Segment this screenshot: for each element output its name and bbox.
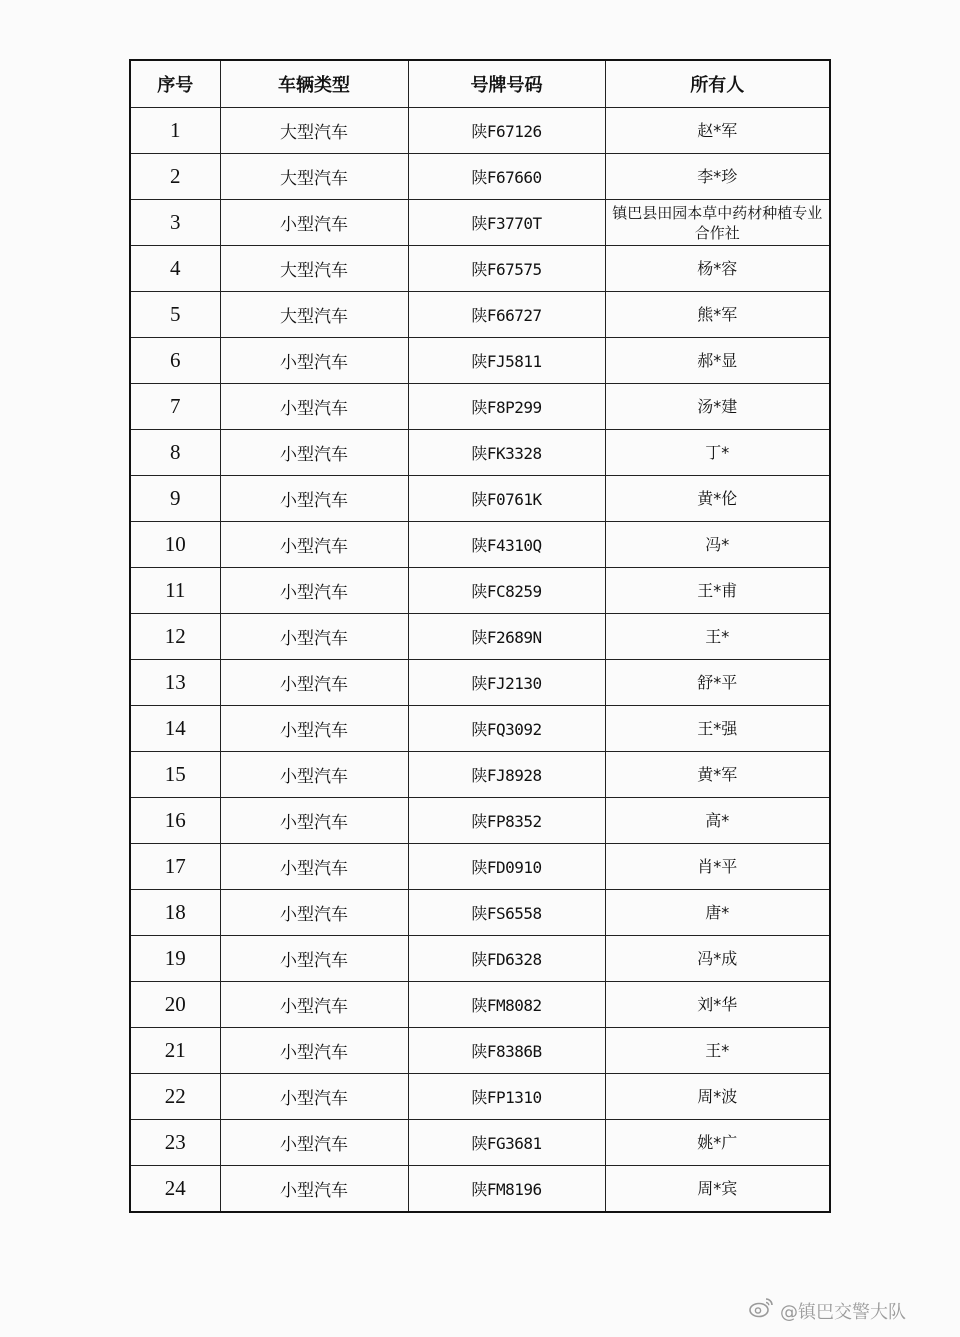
- row-plate-cell: 陕FJ5811: [408, 338, 605, 384]
- header-seq: 序号: [130, 60, 220, 108]
- row-vehicle-type-cell: 小型汽车: [220, 384, 408, 430]
- row-seq-cell: 19: [130, 936, 220, 982]
- row-owner-cell: 丁*: [605, 430, 830, 476]
- row-plate-cell: 陕F66727: [408, 292, 605, 338]
- row-vehicle-type-cell: 小型汽车: [220, 1028, 408, 1074]
- row-plate-cell: 陕FD6328: [408, 936, 605, 982]
- table-row: [130, 568, 830, 614]
- row-vehicle-type-cell: 小型汽车: [220, 522, 408, 568]
- table-row: [130, 384, 830, 430]
- row-plate-cell: 陕FQ3092: [408, 706, 605, 752]
- row-vehicle-type-cell: 小型汽车: [220, 752, 408, 798]
- row-seq-cell: 20: [130, 982, 220, 1028]
- row-owner-cell: 黄*伦: [605, 476, 830, 522]
- table-row: [130, 292, 830, 338]
- row-plate-cell: 陕FG3681: [408, 1120, 605, 1166]
- row-owner-cell: 王*: [605, 614, 830, 660]
- row-plate-cell: 陕FC8259: [408, 568, 605, 614]
- row-vehicle-type-cell: 小型汽车: [220, 1166, 408, 1213]
- row-owner-cell: 王*强: [605, 706, 830, 752]
- row-plate-cell: 陕F3770T: [408, 200, 605, 246]
- row-seq-cell: 23: [130, 1120, 220, 1166]
- row-plate-cell: 陕FJ2130: [408, 660, 605, 706]
- row-owner-cell: 舒*平: [605, 660, 830, 706]
- row-vehicle-type-cell: 大型汽车: [220, 292, 408, 338]
- row-seq-cell: 1: [130, 108, 220, 154]
- row-vehicle-type-cell: 小型汽车: [220, 1074, 408, 1120]
- row-plate-cell: 陕F0761K: [408, 476, 605, 522]
- row-seq-cell: 14: [130, 706, 220, 752]
- row-owner-cell: 王*: [605, 1028, 830, 1074]
- row-seq-cell: 8: [130, 430, 220, 476]
- table-row: [130, 338, 830, 384]
- row-vehicle-type-cell: 小型汽车: [220, 568, 408, 614]
- table-row: [130, 936, 830, 982]
- row-seq-cell: 17: [130, 844, 220, 890]
- row-vehicle-type-cell: 大型汽车: [220, 246, 408, 292]
- table-row: [130, 1120, 830, 1166]
- table-row: [130, 890, 830, 936]
- row-seq-cell: 13: [130, 660, 220, 706]
- row-seq-cell: 4: [130, 246, 220, 292]
- header-plate: 号牌号码: [408, 60, 605, 108]
- table-row: [130, 246, 830, 292]
- row-plate-cell: 陕FP1310: [408, 1074, 605, 1120]
- row-owner-cell: 黄*军: [605, 752, 830, 798]
- row-seq-cell: 9: [130, 476, 220, 522]
- row-owner-cell: 唐*: [605, 890, 830, 936]
- table-row: [130, 660, 830, 706]
- row-owner-cell: 汤*建: [605, 384, 830, 430]
- row-seq-cell: 5: [130, 292, 220, 338]
- row-owner-cell: 冯*: [605, 522, 830, 568]
- watermark-text: @镇巴交警大队: [780, 1302, 906, 1323]
- row-seq-cell: 2: [130, 154, 220, 200]
- table-row: [130, 154, 830, 200]
- table-row: [130, 1166, 830, 1213]
- row-seq-cell: 7: [130, 384, 220, 430]
- row-vehicle-type-cell: 小型汽车: [220, 200, 408, 246]
- header-vehicle-type: 车辆类型: [220, 60, 408, 108]
- row-seq-cell: 15: [130, 752, 220, 798]
- row-vehicle-type-cell: 小型汽车: [220, 1120, 408, 1166]
- row-plate-cell: 陕FS6558: [408, 890, 605, 936]
- row-owner-cell: 郝*显: [605, 338, 830, 384]
- row-seq-cell: 18: [130, 890, 220, 936]
- row-plate-cell: 陕F67575: [408, 246, 605, 292]
- row-vehicle-type-cell: 小型汽车: [220, 890, 408, 936]
- row-owner-cell: 李*珍: [605, 154, 830, 200]
- row-plate-cell: 陕F8P299: [408, 384, 605, 430]
- row-owner-cell: 熊*军: [605, 292, 830, 338]
- row-owner-cell: 刘*华: [605, 982, 830, 1028]
- table-row: [130, 752, 830, 798]
- row-plate-cell: 陕FM8196: [408, 1166, 605, 1213]
- table-row: [130, 1028, 830, 1074]
- row-owner-cell: 镇巴县田园本草中药材种植专业合作社: [605, 200, 830, 246]
- row-vehicle-type-cell: 小型汽车: [220, 338, 408, 384]
- table-row: [130, 798, 830, 844]
- row-plate-cell: 陕FD0910: [408, 844, 605, 890]
- row-seq-cell: 11: [130, 568, 220, 614]
- row-seq-cell: 24: [130, 1166, 220, 1213]
- row-owner-cell: 姚*广: [605, 1120, 830, 1166]
- row-plate-cell: 陕FM8082: [408, 982, 605, 1028]
- row-plate-cell: 陕F67126: [408, 108, 605, 154]
- row-vehicle-type-cell: 大型汽车: [220, 154, 408, 200]
- table-row: [130, 200, 830, 246]
- row-vehicle-type-cell: 小型汽车: [220, 706, 408, 752]
- row-vehicle-type-cell: 小型汽车: [220, 614, 408, 660]
- row-vehicle-type-cell: 小型汽车: [220, 982, 408, 1028]
- table-header-row: [130, 60, 830, 108]
- row-owner-cell: 杨*容: [605, 246, 830, 292]
- header-owner: 所有人: [605, 60, 830, 108]
- row-vehicle-type-cell: 小型汽车: [220, 476, 408, 522]
- row-seq-cell: 3: [130, 200, 220, 246]
- row-plate-cell: 陕FJ8928: [408, 752, 605, 798]
- table-row: [130, 706, 830, 752]
- row-seq-cell: 6: [130, 338, 220, 384]
- table-row: [130, 430, 830, 476]
- row-seq-cell: 22: [130, 1074, 220, 1120]
- table-row: [130, 1074, 830, 1120]
- row-vehicle-type-cell: 小型汽车: [220, 660, 408, 706]
- weibo-icon: [748, 1296, 774, 1318]
- row-seq-cell: 21: [130, 1028, 220, 1074]
- row-owner-cell: 王*甫: [605, 568, 830, 614]
- row-plate-cell: 陕F4310Q: [408, 522, 605, 568]
- row-owner-cell: 赵*军: [605, 108, 830, 154]
- row-vehicle-type-cell: 小型汽车: [220, 936, 408, 982]
- row-seq-cell: 10: [130, 522, 220, 568]
- row-plate-cell: 陕F2689N: [408, 614, 605, 660]
- table-row: [130, 108, 830, 154]
- row-owner-cell: 周*宾: [605, 1166, 830, 1213]
- table-row: [130, 844, 830, 890]
- row-plate-cell: 陕FK3328: [408, 430, 605, 476]
- row-owner-cell: 肖*平: [605, 844, 830, 890]
- row-owner-cell: 冯*成: [605, 936, 830, 982]
- table-body: [130, 108, 830, 1213]
- table-row: [130, 476, 830, 522]
- row-seq-cell: 16: [130, 798, 220, 844]
- row-vehicle-type-cell: 小型汽车: [220, 430, 408, 476]
- row-owner-cell: 高*: [605, 798, 830, 844]
- row-plate-cell: 陕F67660: [408, 154, 605, 200]
- row-plate-cell: 陕F8386B: [408, 1028, 605, 1074]
- row-owner-cell: 周*波: [605, 1074, 830, 1120]
- row-seq-cell: 12: [130, 614, 220, 660]
- vehicle-table: [129, 59, 831, 1213]
- row-vehicle-type-cell: 大型汽车: [220, 108, 408, 154]
- row-plate-cell: 陕FP8352: [408, 798, 605, 844]
- table-row: [130, 522, 830, 568]
- table-row: [130, 614, 830, 660]
- row-vehicle-type-cell: 小型汽车: [220, 844, 408, 890]
- table-row: [130, 982, 830, 1028]
- row-vehicle-type-cell: 小型汽车: [220, 798, 408, 844]
